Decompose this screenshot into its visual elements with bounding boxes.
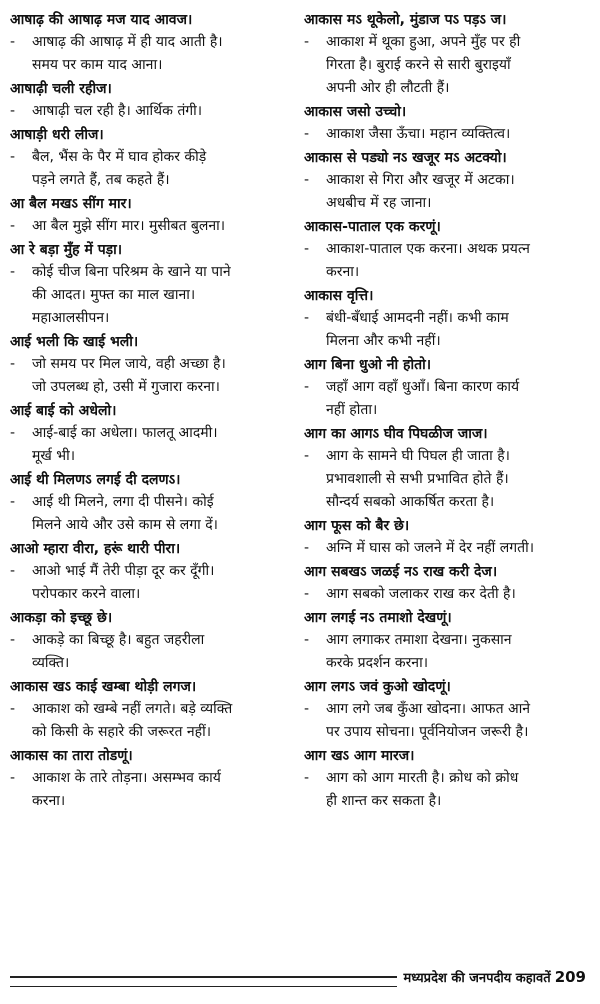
meaning-text — [326, 445, 590, 514]
meaning-text — [32, 422, 296, 468]
proverb-heading: आकास जसो उच्चो। — [304, 104, 407, 120]
meaning-line: जहाँ आग वहाँ धुआँ। बिना कारण कार्य — [326, 379, 520, 395]
meaning-line: आग को आग मारती है। क्रोध को क्रोध — [326, 770, 519, 786]
book-title: मध्यप्रदेश की जनपदीय कहावतें — [403, 971, 551, 986]
proverb-heading: आग बिना धुओ नी होतो। — [304, 357, 432, 373]
dash-marker: - — [10, 218, 16, 234]
meaning-text — [326, 238, 590, 284]
proverb-meaning — [10, 100, 296, 123]
meaning-line: आग सबको जलाकर राख कर देती है। — [326, 586, 516, 602]
dash-marker: - — [10, 264, 16, 280]
dash-marker: - — [304, 379, 310, 395]
proverb-meaning — [304, 376, 590, 422]
dash-marker: - — [304, 701, 310, 717]
proverb-heading: आई थी मिलणऽ लगई दी दलणऽ। — [10, 472, 181, 488]
meaning-line: आकाश से गिरा और खजूर में अटका। — [326, 172, 515, 188]
proverb-entry — [10, 401, 296, 468]
proverb-entry — [304, 677, 590, 744]
meaning-line: आग लगाकर तमाशा देखना। नुकसान — [326, 632, 512, 648]
meaning-line: मिलने आये और उसे काम से लगा दें। — [32, 517, 218, 533]
proverb-heading: आषाड़ी धरी लीज। — [10, 127, 104, 143]
meaning-text — [32, 353, 296, 399]
meaning-text — [326, 307, 590, 353]
proverb-meaning — [304, 537, 590, 560]
proverb-meaning — [304, 698, 590, 744]
proverb-entry — [10, 746, 296, 813]
meaning-line: ही शान्त कर सकता है। — [326, 793, 442, 809]
dash-marker: - — [304, 770, 310, 786]
dash-marker: - — [10, 563, 16, 579]
meaning-text — [32, 146, 296, 192]
meaning-line: जो उपलब्ध हो, उसी में गुजारा करना। — [32, 379, 220, 395]
meaning-text — [326, 767, 590, 813]
proverb-heading: आ बैल मखऽ सींग मार। — [10, 196, 132, 212]
meaning-line: जो समय पर मिल जाये, वही अच्छा है। — [32, 356, 226, 372]
meaning-line: आकड़े का बिच्छू है। बहुत जहरीला — [32, 632, 205, 648]
meaning-line: आषाढ़ी चल रही है। आर्थिक तंगी। — [32, 103, 203, 119]
proverb-meaning — [304, 238, 590, 284]
proverb-entry — [10, 79, 296, 123]
meaning-line: आओ भाई मैं तेरी पीड़ा दूर कर दूँगी। — [32, 563, 215, 579]
right-column — [304, 10, 590, 815]
proverb-entry — [10, 470, 296, 537]
meaning-line: बैल, भैंस के पैर में घाव होकर कीड़े — [32, 149, 207, 165]
proverb-entry — [304, 608, 590, 675]
proverb-entry — [304, 562, 590, 606]
proverb-heading: आकास से पड्यो नऽ खजूर मऽ अटक्यो। — [304, 150, 507, 166]
proverb-entry — [304, 746, 590, 813]
meaning-line: अग्नि में घास को जलने में देर नहीं लगती। — [326, 540, 535, 556]
meaning-line: करना। — [32, 793, 66, 809]
proverb-meaning — [304, 307, 590, 353]
meaning-text — [32, 215, 296, 238]
meaning-line: आग लगे जब कुँआ खोदना। आफत आने — [326, 701, 531, 717]
proverb-heading: आग फूस को बैर छे। — [304, 518, 410, 534]
proverb-entry — [10, 539, 296, 606]
meaning-line: कोई चीज बिना परिश्रम के खाने या पाने — [32, 264, 231, 280]
proverb-meaning — [10, 31, 296, 77]
dash-marker: - — [10, 770, 16, 786]
meaning-text — [32, 767, 296, 813]
dash-marker: - — [304, 172, 310, 188]
meaning-line: मिलना और कभी नहीं। — [326, 333, 441, 349]
proverb-entry — [304, 148, 590, 215]
dash-marker: - — [304, 126, 310, 142]
proverb-heading: आग का आगऽ घीव पिघळीज जाज। — [304, 426, 488, 442]
proverb-entry — [10, 194, 296, 238]
meaning-line: बंधी-बँधाई आमदनी नहीं। कभी काम — [326, 310, 509, 326]
dash-marker: - — [304, 586, 310, 602]
proverb-heading: आओ म्हारा वीरा, हरूं थारी पीरा। — [10, 541, 181, 557]
meaning-line: करना। — [326, 264, 360, 280]
meaning-text — [326, 698, 590, 744]
meaning-text — [32, 491, 296, 537]
proverb-meaning — [10, 560, 296, 606]
proverb-entry — [10, 677, 296, 744]
meaning-line: आई-बाई का अधेला। फालतू आदमी। — [32, 425, 218, 441]
left-column — [10, 10, 296, 815]
dash-marker: - — [10, 632, 16, 648]
meaning-text — [32, 100, 296, 123]
dash-marker: - — [304, 241, 310, 257]
meaning-line: परोपकार करने वाला। — [32, 586, 141, 602]
meaning-text — [32, 31, 296, 77]
proverb-heading: आ रे बड़ा मुँह में पड़ा। — [10, 242, 123, 258]
dash-marker: - — [10, 103, 16, 119]
meaning-line: नहीं होता। — [326, 402, 378, 418]
dash-marker: - — [304, 34, 310, 50]
proverb-entry — [10, 10, 296, 77]
proverb-heading: आकास खऽ काई खम्बा थोड़ी लगज। — [10, 679, 197, 695]
meaning-line: अपनी ओर ही लौटती हैं। — [326, 80, 450, 96]
proverb-meaning — [304, 31, 590, 100]
proverb-entry — [10, 125, 296, 192]
proverb-heading: आकड़ा को इच्छू छे। — [10, 610, 113, 626]
meaning-line: व्यक्ति। — [32, 655, 70, 671]
dash-marker: - — [304, 310, 310, 326]
footer-rule — [10, 976, 397, 987]
proverb-heading: आग लगऽ जवं कुओ खोदणूं। — [304, 679, 451, 695]
page-footer — [10, 964, 586, 990]
two-column-layout — [10, 10, 590, 815]
dash-marker: - — [10, 34, 16, 50]
meaning-text — [32, 698, 296, 744]
proverb-entry — [304, 355, 590, 422]
meaning-text — [32, 560, 296, 606]
proverb-entry — [10, 608, 296, 675]
dash-marker: - — [304, 448, 310, 464]
proverb-meaning — [10, 629, 296, 675]
meaning-line: आई थी मिलने, लगा दी पीसने। कोई — [32, 494, 214, 510]
meaning-text — [32, 261, 296, 330]
dash-marker: - — [304, 632, 310, 648]
dash-marker: - — [304, 540, 310, 556]
proverb-meaning — [304, 123, 590, 146]
proverb-heading: आकास का तारा तोडणूं। — [10, 748, 133, 764]
meaning-line: आकाश-पाताल एक करना। अथक प्रयत्न — [326, 241, 530, 257]
proverb-heading: आकास-पाताल एक करणूं। — [304, 219, 441, 235]
page-number: 209 — [554, 968, 586, 986]
meaning-line: महाआलसीपन। — [32, 310, 110, 326]
meaning-line: आकाश के तारे तोड़ना। असम्भव कार्य — [32, 770, 221, 786]
proverb-meaning — [304, 445, 590, 514]
meaning-line: सौन्दर्य सबको आकर्षित करता है। — [326, 494, 495, 510]
proverb-meaning — [304, 169, 590, 215]
meaning-line: आग के सामने घी पिघल ही जाता है। — [326, 448, 510, 464]
meaning-line: आकाश को खम्बे नहीं लगते। बड़े व्यक्ति — [32, 701, 233, 717]
meaning-text — [326, 629, 590, 675]
meaning-text — [326, 537, 590, 560]
meaning-text — [326, 123, 590, 146]
meaning-line: प्रभावशाली से सभी प्रभावित होते हैं। — [326, 471, 509, 487]
proverb-heading: आकास मऽ थूकेलो, मुंडाज पऽ पड़ऽ ज। — [304, 12, 507, 28]
proverb-meaning — [10, 146, 296, 192]
proverb-meaning — [10, 353, 296, 399]
meaning-text — [326, 583, 590, 606]
dash-marker: - — [10, 149, 16, 165]
proverb-heading: आई बाई को अधेलो। — [10, 403, 117, 419]
proverb-meaning — [10, 422, 296, 468]
meaning-line: आकाश में थूका हुआ, अपने मुँह पर ही — [326, 34, 521, 50]
proverb-entry — [304, 102, 590, 146]
proverb-entry — [304, 516, 590, 560]
proverb-entry — [10, 332, 296, 399]
proverb-meaning — [304, 583, 590, 606]
proverb-meaning — [10, 215, 296, 238]
proverb-heading: आषाढ़ की आषाढ़ मज याद आवज। — [10, 12, 193, 28]
meaning-line: पर उपाय सोचना। पूर्वनियोजन जरूरी है। — [326, 724, 529, 740]
meaning-line: गिरता है। बुराई करने से सारी बुराइयाँ — [326, 57, 511, 73]
meaning-line: आषाढ़ की आषाढ़ में ही याद आती है। — [32, 34, 223, 50]
meaning-line: पड़ने लगते हैं, तब कहते हैं। — [32, 172, 170, 188]
meaning-line: मूर्ख भी। — [32, 448, 76, 464]
proverb-meaning — [10, 261, 296, 330]
proverb-meaning — [10, 698, 296, 744]
proverb-entry — [304, 424, 590, 514]
proverb-entry — [304, 286, 590, 353]
proverb-heading: आग लगई नऽ तमाशो देखणूं। — [304, 610, 452, 626]
meaning-line: आ बैल मुझे सींग मार। मुसीबत बुलना। — [32, 218, 226, 234]
meaning-text — [32, 629, 296, 675]
proverb-heading: आषाढ़ी चली रहीज। — [10, 81, 112, 97]
dash-marker: - — [10, 425, 16, 441]
proverb-meaning — [10, 767, 296, 813]
proverb-meaning — [304, 767, 590, 813]
meaning-text — [326, 31, 590, 100]
proverb-entry — [304, 217, 590, 284]
dash-marker: - — [10, 701, 16, 717]
meaning-text — [326, 169, 590, 215]
dash-marker: - — [10, 356, 16, 372]
proverb-heading: आई भली कि खाई भली। — [10, 334, 139, 350]
meaning-text — [326, 376, 590, 422]
meaning-line: को किसी के सहारे की जरूरत नहीं। — [32, 724, 212, 740]
proverb-heading: आग सबखऽ जळई नऽ राख करी देज। — [304, 564, 498, 580]
dash-marker: - — [10, 494, 16, 510]
meaning-line: की आदत। मुफ्त का माल खाना। — [32, 287, 196, 303]
proverb-meaning — [304, 629, 590, 675]
meaning-line: अधबीच में रह जाना। — [326, 195, 432, 211]
proverb-meaning — [10, 491, 296, 537]
meaning-line: समय पर काम याद आना। — [32, 57, 163, 73]
proverb-heading: आग खऽ आग मारज। — [304, 748, 415, 764]
proverb-heading: आकास वृत्ति। — [304, 288, 374, 304]
proverb-entry — [304, 10, 590, 100]
meaning-line: आकाश जैसा ऊँचा। महान व्यक्तित्व। — [326, 126, 511, 142]
proverb-entry — [10, 240, 296, 330]
meaning-line: करके प्रदर्शन करना। — [326, 655, 429, 671]
